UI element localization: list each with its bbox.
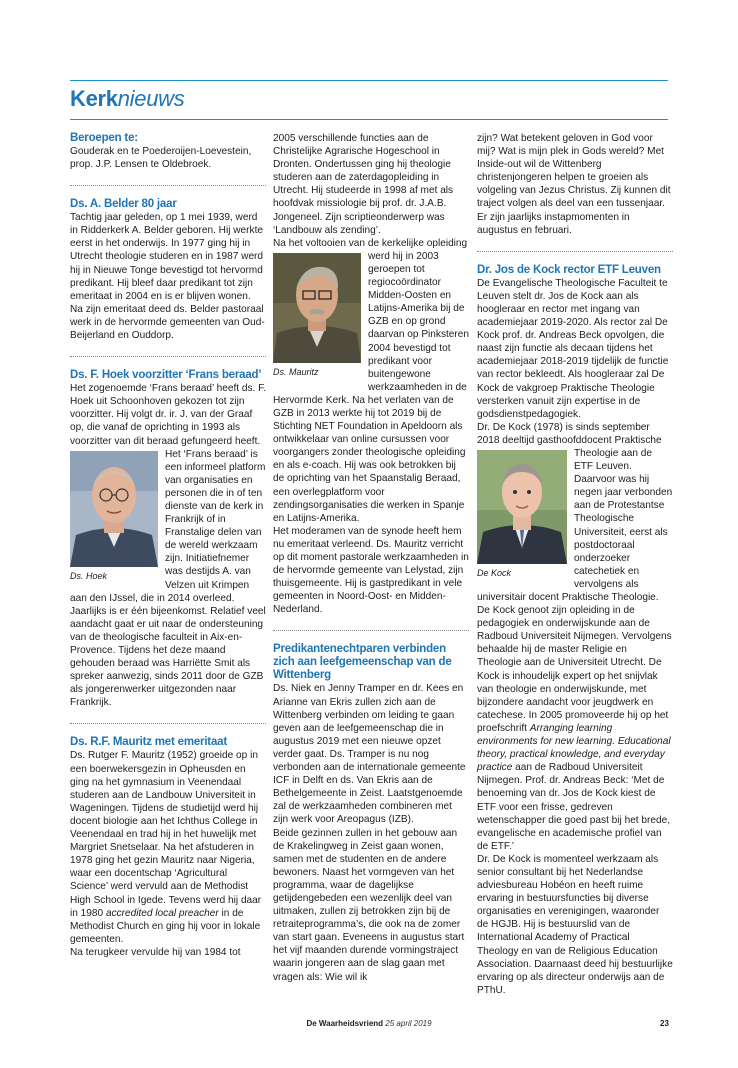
text-wittenberg-cont: zijn? Wat betekent geloven in God voor mij? Wat is mijn plek in Gods wereld? Met Inside-out wil de Wittenberg christenjongeren helpen te groeien als volgeling van Jezus Christus. Zij kunnen dit traject volgen als deel van een tussenjaar. Er zijn jaarlijks instapmomenten in augustus en februari.	[477, 133, 671, 236]
text-kock-italic: Arranging learning environments for new learning. Educational theory, practical knowledge, and everyday practice	[477, 722, 671, 774]
photo-kock	[477, 450, 567, 564]
section-title-bold: Kerk	[70, 86, 118, 111]
text-mauritz-a: Ds. Rutger F. Mauritz (1952) groeide op in een boerwekersgezin in Opheusden en ging na het gymnasium in Veenendaal studeren aan de Landbouw Universiteit in Wageningen. Tijdens de studietijd werd hij docent biologie aan het Ichthus College in Veenendaal en trad hij in het huwelijk met Margriet Snetselaar. Na het afstuderen in 1978 ging het gezin Mauritz naar Nigeria, waar een docentschap ‘Agricultural Science’ werd vervuld aan de Methodist High School in Igede. Tevens werd hij daar in 1980	[70, 750, 262, 919]
caption-hoek: Ds. Hoek	[70, 570, 108, 581]
footer-magazine: De Waarheidsvriend	[306, 1019, 384, 1028]
text-kock-2: Dr. De Kock (1978) is sinds september 2018 deeltijd gasthoofddocent Praktische	[477, 421, 662, 446]
page-number: 23	[660, 1019, 669, 1028]
text-kock-4: Dr. De Kock is momenteel werkzaam als senior consultant bij het Nederlandse adviesbureau Hobéon en heeft ruime ervaring in bestuursfuncties bij diverse organisaties en verenigingen, waaronder de HGJB. Hij is bestuurslid van de International Academy of Practical Theology en van de Religious Education Association. Daarnaast deed hij bestuurlijke ervaring op als directeur onderwijs aan de PThU.	[477, 853, 673, 996]
text-kock-3a: Theologie aan de ETF Leuven. Daarvoor was hij negen jaar verbonden aan de Protestantse Theologische Universiteit, eerst als postdoctoraal onderzoeker catechetiek en vervolgens als universitair docent Praktische Theologie. De Kock genoot zijn opleiding in de pedagogiek en onderwijskunde aan de Radboud Universiteit Nijmegen. Vervolgens behaalde hij de master Religie en Theologie aan de Universiteit Utrecht. De Kock is inhoudelijk expert op het snijvlak van theologie en onderwijskunde, met bijzondere aandacht voor jeugdwerk en catechese. In 2005 promoveerde hij op het proefschrift	[477, 447, 673, 734]
dotted-separator	[70, 356, 266, 357]
caption-kock: De Kock	[477, 567, 512, 578]
heading-mauritz: Ds. R.F. Mauritz met emeritaat	[70, 736, 227, 749]
text-kock-1: De Evangelische Theologische Faculteit te Leuven stelt dr. Jos de Kock aan als hoogleraar en rector met ingang van academiejaar 2019-2020. Als rector zal De Kock prof. dr. Andreas Beck opvolgen, die naast zijn functie als decaan tijdens het academiejaar 2018-2019 tijdelijk de functie van rector bekleedt. Als hoogleraar zal De Kock de vakgroep Praktische Theologie versterken vanuit zijn expertise in de godsdienstpedagogiek.	[477, 277, 669, 420]
text-mauritz-gzb: werd hij in 2003 geroepen tot regiocoördinator Midden-Oosten en Latijns-Amerika bij de GZB en op grond daarvan op Pinksteren 2004 bevestigd tot predikant voor buitengewone werkzaamheden in de Hervormde Kerk. Na het verlaten van de GZB in 2013 werkte hij tot 2019 bij de Stichting NET Foundation in Apeldoorn als ontwikkelaar van online cursussen voor voorgangers zonder theologische opleiding en als e-coach. Hij was ook betrokken bij de oprichting van het Spaanstalig Beraad, een overlegplatform voor zendingsorganisaties die werken in Spanje en Latijns-Amerika.	[273, 250, 470, 524]
section-title	[70, 86, 184, 112]
footer	[0, 1019, 738, 1028]
photo-kock-figure	[477, 450, 567, 579]
column-3	[477, 132, 673, 997]
dotted-separator	[70, 723, 266, 724]
dotted-separator	[70, 185, 266, 186]
text-mauritz-c: Na terugkeer vervulde hij van 1984 tot	[70, 946, 241, 958]
heading-kock: Dr. Jos de Kock rector ETF Leuven	[477, 263, 661, 276]
text-mauritz-cont: 2005 verschillende functies aan de Christelijke Agrarische Hogeschool in Dronten. Ondertussen ging hij theologie studeren aan de zaterdagopleiding in Utrecht. Hij studeerde in 1998 af met als hoofdvak missiologie bij prof. dr. J.A.B. Jongeneel. Zijn scriptieonderwerp was ‘Landbouw als zending’.	[273, 133, 454, 236]
text-mauritz-italic: accredited local preacher	[105, 907, 219, 919]
photo-mauritz-figure	[273, 253, 361, 378]
top-rule	[70, 80, 668, 81]
text-mauritz-b: in de Methodist Church en ging hij voor in lokale gemeenten.	[70, 907, 261, 945]
text-mauritz	[70, 749, 266, 945]
photo-hoek	[70, 451, 158, 567]
text-hoek-intro: Het zogenoemde ‘Frans beraad’ heeft ds. F. Hoek uit Schoonhoven gekozen tot zijn voorzitter. Hij volgt dr. ir. J. van der Graaf op, die vanaf de oprichting in 1993 als voorzitter van dit beraad gefungeerd heeft.	[70, 383, 267, 447]
title-rule	[70, 119, 668, 120]
caption-mauritz: Ds. Mauritz	[273, 366, 319, 377]
section-title-italic: nieuws	[117, 86, 185, 111]
text-hoek-body: Het ‘Frans beraad’ is een informeel platform van organisaties en personen die in of ten dienste van de kerk in Frankrijk of in Franstalige delen van de wereld werkzaam zijn. Initiatiefnemer was destijds A. van Velzen uit Krimpen aan den IJssel, die in 2014 overleed. Jaarlijks is er één bijeenkomst. Relatief veel aandacht gaat er uit naar de ondersteuning van de theologische faculteit in Aix-en-Provence. Tijdens het deze maand gehouden beraad was Harriëtte Smit als spreker aanwezig, sinds 2011 door de GZB als jongerenwerker uitgezonden naar Frankrijk.	[70, 448, 266, 709]
footer-date: 25 april 2019	[385, 1019, 432, 1028]
text-belder: Tachtig jaar geleden, op 1 mei 1939, werd in Ridderkerk A. Belder geboren. Hij werkte eerst in het onderwijs. In 1977 ging hij in Utrecht theologie studeren en in 1987 werd hij in Nieuwe Tonge bevestigd tot hervormd predikant. Hij bleef daar predikant tot zijn emeritaat in 2004 en is er blijven wonen. Na zijn emeritaat deed ds. Belder pastoraal werk in de hervormde gemeenten van Oud-Beijerland en Ouddorp.	[70, 212, 265, 342]
text-kock-3c: aan de Radboud Universiteit Nijmegen. Prof. dr. Andreas Beck: ‘Met de benoeming van dr. Jos de Kock kiest de ETF voor een frisse, gedreven wetenschapper die goed past bij het brede, evangelische en academische profiel van de ETF.’	[477, 762, 671, 852]
dotted-separator	[273, 630, 469, 631]
column-1	[70, 132, 266, 959]
column-2	[273, 132, 469, 984]
heading-hoek: Ds. F. Hoek voorzitter ‘Frans beraad’	[70, 369, 262, 382]
text-wittenberg-1: Ds. Niek en Jenny Tramper en dr. Kees en Arianne van Ekris zullen zich aan de Wittenberg verbinden om leiding te gaan geven aan de leefgemeenschap die in augustus 2019 met een nieuwe opzet verder gaat. Ds. Tramper is nu nog verbonden aan de internationale gemeente ICF in Delft en ds. Van Ekris aan de Bethelgemeente in Zeist. Laatstgenoemde zal de werkzaamheden combineren met zijn werk voor Areopagus (IZB).	[273, 683, 466, 826]
photo-hoek-figure	[70, 451, 158, 582]
dotted-separator	[477, 251, 673, 252]
text-beroepen: Gouderak en te Poederoijen-Loevestein, prop. J.P. Lensen te Oldebroek.	[70, 146, 252, 171]
text-mauritz-emeritaat: Het moderamen van de synode heeft hem nu emeritaat verleend. Ds. Mauritz verricht op dit moment pastorale werkzaamheden in de hervormde gemeente van Lelystad, zijn thuisgemeente. Hij is gastpredikant in vele gemeenten in Noord-Oost- en Midden-Nederland.	[273, 525, 469, 616]
heading-beroepen: Beroepen te:	[70, 132, 138, 144]
photo-mauritz	[273, 253, 361, 363]
heading-belder: Ds. A. Belder 80 jaar	[70, 198, 177, 211]
text-wittenberg-2: Beide gezinnen zullen in het gebouw aan de Krakelingweg in Zeist gaan wonen, samen met de studenten en de andere bewoners. Naast het vormgeven van het programma, waar de dagelijkse getijdengebeden een wezenlijk deel van uitmaken, zullen zij betrokken zijn bij de retraiteprogramma’s, die ook na de zomer van start gaan. Eveneens in augustus start het vijf maanden durende vormingstraject waarin jongeren aan de slag gaan met vragen als: Wie wil ik	[273, 827, 465, 983]
text-mauritz-opleiding: Na het voltooien van de kerkelijke opleiding	[273, 237, 468, 249]
heading-wittenberg: Predikantenechtparen verbinden zich aan leefgemeenschap van de Wittenberg	[273, 643, 452, 682]
